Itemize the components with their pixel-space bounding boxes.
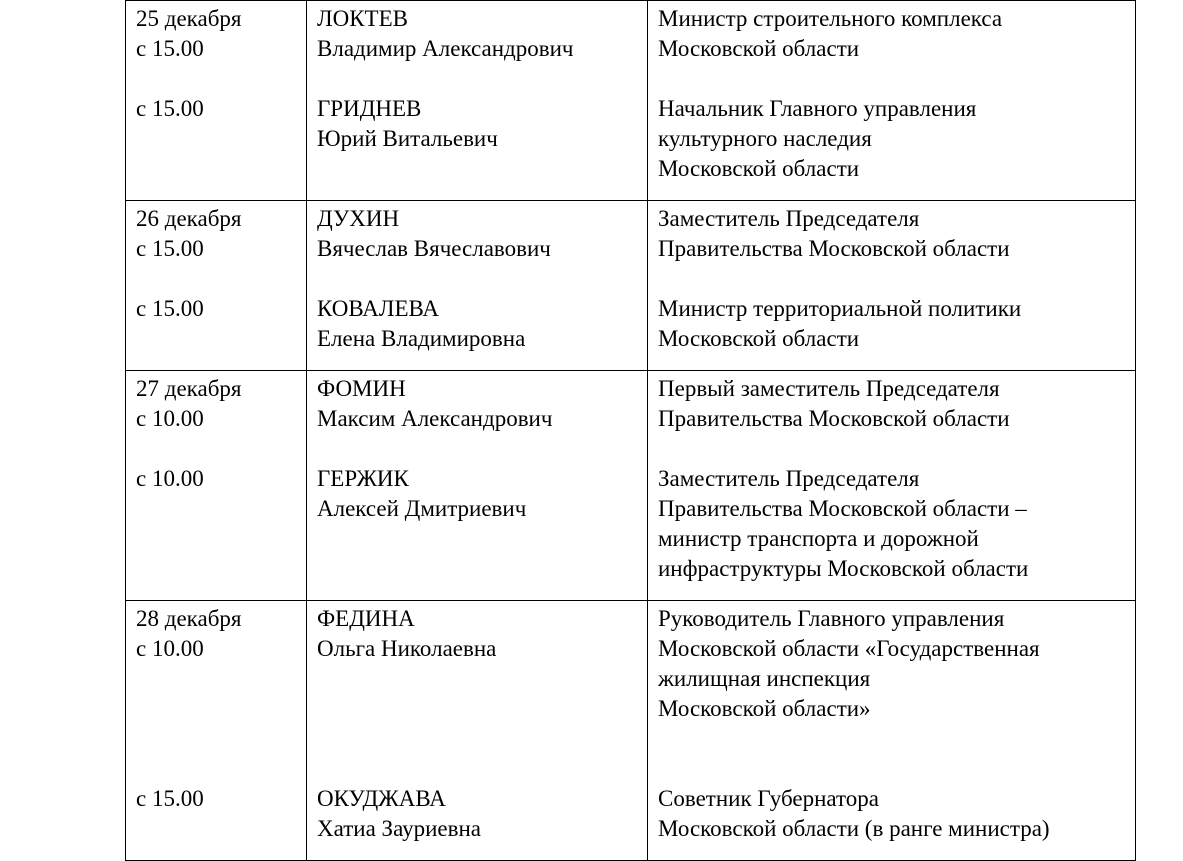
position-line: Московской области»	[658, 696, 871, 721]
entry-block	[136, 374, 296, 434]
time-label: с 10.00	[136, 406, 204, 431]
entry-block	[317, 604, 637, 724]
person-cell	[307, 1, 648, 201]
schedule-row	[126, 601, 1136, 861]
given-names: Ольга Николаевна	[317, 636, 497, 661]
time-label: с 15.00	[136, 786, 204, 811]
person-cell	[307, 371, 648, 601]
schedule-row	[126, 201, 1136, 371]
given-names: Елена Владимировна	[317, 326, 526, 351]
position-cell	[648, 371, 1136, 601]
date-cell	[126, 201, 307, 371]
position-line: Руководитель Главного управления	[658, 606, 1005, 631]
position-line: Московской области	[658, 36, 860, 61]
time-label: с 15.00	[136, 296, 204, 321]
position-line: министр транспорта и дорожной	[658, 526, 979, 551]
entry-block	[317, 464, 637, 584]
entry-block	[317, 294, 637, 354]
entry-block	[658, 784, 1125, 844]
position-cell	[648, 201, 1136, 371]
surname: ДУХИН	[317, 206, 400, 231]
entry-block	[136, 94, 296, 184]
given-names: Юрий Витальевич	[317, 126, 498, 151]
given-names: Алексей Дмитриевич	[317, 496, 527, 521]
entry-block	[136, 4, 296, 64]
time-label: с 15.00	[136, 36, 204, 61]
entry-block	[658, 464, 1125, 584]
surname: ГЕРЖИК	[317, 466, 409, 491]
entry-block	[136, 464, 296, 584]
time-label: с 15.00	[136, 96, 204, 121]
position-line: Первый заместитель Председателя	[658, 376, 1000, 401]
position-line: культурного наследия	[658, 126, 872, 151]
entry-block	[136, 204, 296, 264]
entry-block	[317, 94, 637, 184]
position-line: жилищная инспекция	[658, 666, 871, 691]
entry-block	[136, 604, 296, 724]
person-cell	[307, 601, 648, 861]
position-line: Московской области	[658, 156, 860, 181]
date-label: 25 декабря	[136, 6, 242, 31]
entry-block	[658, 294, 1125, 354]
date-cell	[126, 1, 307, 201]
entry-block	[317, 784, 637, 844]
surname: ГРИДНЕВ	[317, 96, 422, 121]
schedule-body	[126, 1, 1136, 861]
entry-block	[317, 4, 637, 64]
date-cell	[126, 371, 307, 601]
position-line: Начальник Главного управления	[658, 96, 977, 121]
date-label: 27 декабря	[136, 376, 242, 401]
given-names: Владимир Александрович	[317, 36, 574, 61]
position-line: Заместитель Председателя	[658, 466, 920, 491]
time-label: с 10.00	[136, 466, 204, 491]
position-line: Министр строительного комплекса	[658, 6, 1003, 31]
position-line: Заместитель Председателя	[658, 206, 920, 231]
given-names: Максим Александрович	[317, 406, 553, 431]
position-line: Правительства Московской области –	[658, 496, 1027, 521]
entry-block	[658, 204, 1125, 264]
time-label: с 10.00	[136, 636, 204, 661]
entry-block	[658, 604, 1125, 724]
entry-block	[136, 294, 296, 354]
entry-block	[317, 374, 637, 434]
position-cell	[648, 601, 1136, 861]
entry-block	[658, 94, 1125, 184]
position-line: Правительства Московской области	[658, 406, 1010, 431]
entry-block	[136, 784, 296, 844]
schedule-row	[126, 1, 1136, 201]
position-line: Правительства Московской области	[658, 236, 1010, 261]
given-names: Хатиа Зауриевна	[317, 816, 481, 841]
person-cell	[307, 201, 648, 371]
date-cell	[126, 601, 307, 861]
surname: ФОМИН	[317, 376, 406, 401]
date-label: 26 декабря	[136, 206, 242, 231]
surname: ОКУДЖАВА	[317, 786, 446, 811]
entry-block	[317, 204, 637, 264]
position-line: Советник Губернатора	[658, 786, 879, 811]
surname: ФЕДИНА	[317, 606, 415, 631]
schedule-row	[126, 371, 1136, 601]
surname: КОВАЛЕВА	[317, 296, 440, 321]
position-line: Московской области	[658, 326, 860, 351]
position-line: инфраструктуры Московской области	[658, 556, 1029, 581]
time-label: с 15.00	[136, 236, 204, 261]
position-line: Московской области (в ранге министра)	[658, 816, 1050, 841]
entry-block	[658, 4, 1125, 64]
position-cell	[648, 1, 1136, 201]
position-line: Московской области «Государственная	[658, 636, 1040, 661]
position-line: Министр территориальной политики	[658, 296, 1022, 321]
surname: ЛОКТЕВ	[317, 6, 408, 31]
given-names: Вячеслав Вячеславович	[317, 236, 551, 261]
schedule-table	[125, 0, 1136, 861]
entry-block	[658, 374, 1125, 434]
date-label: 28 декабря	[136, 606, 242, 631]
